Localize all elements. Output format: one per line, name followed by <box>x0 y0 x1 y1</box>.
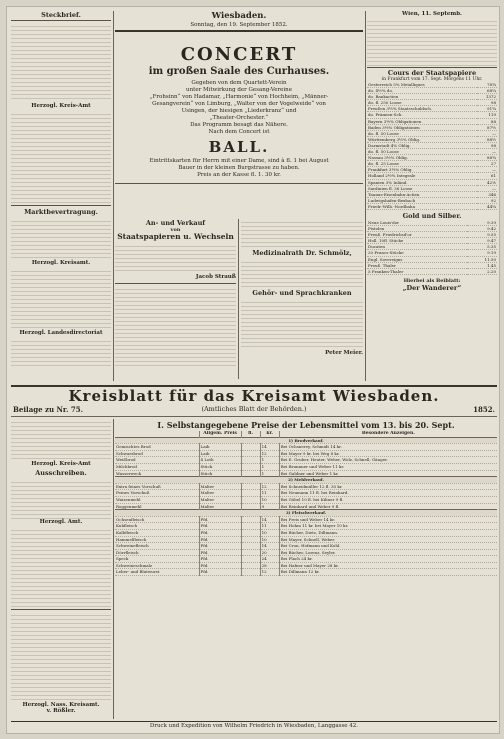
price-row-cell: Dörrfleisch <box>115 549 199 556</box>
price-row-cell: Bei Dillmann 12 kr. <box>279 569 497 576</box>
course-row-cell: do. Prämien-Sch. <box>367 112 477 118</box>
price-row <box>115 470 497 477</box>
price-row-cell: Milchbrod <box>115 463 199 470</box>
gold-row-cell: Ducaten <box>367 244 467 250</box>
concert-line: Usingen, der hiesigen „Liederkranz“ und <box>181 108 297 114</box>
course-row-cell: Frankfurt 3½% Oblig. <box>367 167 477 173</box>
course-row-cell: Holland 2½% Integrale <box>367 173 477 179</box>
price-row-cell: 12 <box>260 569 279 576</box>
price-row <box>115 483 497 490</box>
price-row-cell: Leber- und Blutwurst <box>115 569 199 576</box>
notice-body-text-2 <box>11 218 111 258</box>
price-row-cell: 12 <box>260 450 279 457</box>
notice-issuer: Herzogl. Kreis-Amt <box>31 461 91 467</box>
doctor-ad-specialty: Gehör- und Sprachkranken <box>252 289 352 297</box>
price-row-cell: Bei Brunnner und Weber 11 kr. <box>279 463 497 470</box>
price-row-cell: Bei Hafner und Mayer 28 kr. <box>279 562 497 569</box>
doctor-ad-intro <box>241 219 363 249</box>
exchange-ad-title: An- und Verkauf <box>145 219 206 227</box>
price-row-cell: Bei Freis und Weber 14 kr. <box>279 516 497 523</box>
notice-issuer-2: Herzogl. Amt. <box>39 519 83 525</box>
price-row <box>115 562 497 569</box>
price-row-cell: Weißbrod <box>115 457 199 464</box>
notice-body-text-3 <box>11 268 111 328</box>
supplement-name: „Der Wanderer“ <box>402 283 462 292</box>
price-row-cell: Malter <box>199 496 241 503</box>
col-head: Allgem. Preis <box>199 431 241 437</box>
price-row-cell <box>241 483 260 490</box>
gold-row-cell: Holl. 10fl. Stücke <box>367 238 467 244</box>
course-row-cell: Württemberg 3½% Oblig. <box>367 136 477 142</box>
gold-row-cell: Preuß. Thaler <box>367 262 467 268</box>
price-row <box>115 450 497 457</box>
course-row-cell: Nassau 3½% Oblig. <box>367 155 477 161</box>
course-row-cell: 87½ <box>477 124 497 130</box>
exchange-ad <box>115 219 236 381</box>
price-row-cell: Feines Vorschuß <box>115 490 199 497</box>
price-row-cell <box>241 470 260 477</box>
course-row-cell: 88¾ <box>477 155 497 161</box>
price-row-cell: Laib <box>199 444 241 451</box>
course-row-cell: 88 <box>477 118 497 124</box>
entry-line: Bauer in der kleinen Burgstrasse zu haben. <box>178 165 300 171</box>
price-row-cell: Pfd. <box>199 562 241 569</box>
price-row <box>115 516 497 523</box>
price-row-cell: Stück <box>199 463 241 470</box>
price-row-cell: Bei Hohm 11 kr. bei Mayer 10 kr. <box>279 523 497 530</box>
notice-text <box>11 419 111 461</box>
price-row-cell: Pfd. <box>199 556 241 563</box>
price-row-cell: 12 <box>260 483 279 490</box>
concert-subtitle: im großen Saale des Curhauses. <box>148 66 330 77</box>
notice-list-text <box>11 111 111 203</box>
section-heading: 3) Fleischverkauf. <box>115 510 497 517</box>
price-row <box>115 549 497 556</box>
price-row-cell: Bei Mayer, Schnell, Weber. <box>279 536 497 543</box>
course-row-cell: Sardinien fl. 36 Loose <box>367 185 477 191</box>
price-row-cell: 11 <box>260 523 279 530</box>
course-row-cell: 346 <box>477 191 497 197</box>
price-row-cell: Pfd. <box>199 549 241 556</box>
price-row-cell: Kalbfleisch <box>115 529 199 536</box>
notice-signature-name: v. Rößler. <box>46 708 76 714</box>
price-table-title: I. Selbstangegebene Preise der Lebensmittel vom 13. bis 20. Sept. <box>157 420 455 430</box>
price-row-cell: 4 Loth <box>199 457 241 464</box>
gold-row-cell: 9.39 <box>467 220 497 226</box>
price-row-cell <box>241 556 260 563</box>
price-row-cell: Roggenmehl <box>115 503 199 510</box>
gold-row-cell: 9.55 <box>467 232 497 238</box>
price-row-cell <box>241 529 260 536</box>
price-row-cell: 10 <box>260 536 279 543</box>
banner-year: 1852. <box>473 405 495 414</box>
concert-line: Nach dem Concert ist <box>208 129 270 135</box>
entry-line: Preis an der Kasse fl. 1. 30 kr. <box>197 172 281 178</box>
notice-signature: Herzogl. Nass. Kreisamt. <box>22 702 100 708</box>
masthead-date: Sonntag, den 19. September 1852. <box>190 22 288 28</box>
notice-heading-2: Marktbevertragung. <box>24 208 98 216</box>
course-row-cell: 98 <box>477 100 497 106</box>
entry-line: Eintrittskarten für Herrn mit einer Dame, sind à fl. 1 bei August <box>149 158 329 164</box>
concert-line: unter Mitwirkung der Gesang-Vereine <box>186 87 292 93</box>
gold-table <box>367 220 497 275</box>
course-row-cell: — <box>477 185 497 191</box>
price-row-cell: Extra feines Vorschuß <box>115 483 199 490</box>
doctor-ad-sign: Peter Meier. <box>325 350 363 356</box>
price-row-cell <box>241 569 260 576</box>
notice-issuer-3: Herzogl. Landesdirectoriat <box>19 330 103 336</box>
price-row-cell: Speck <box>115 556 199 563</box>
course-row-cell: 61 <box>477 173 497 179</box>
price-row-cell: Schweineschmalz <box>115 562 199 569</box>
kreisblatt-title: Kreisblatt für das Kreisamt Wiesbaden. <box>68 387 440 405</box>
gold-row-cell: Preuß. Friedrichsd'or <box>367 232 467 238</box>
notice-body-text <box>11 23 111 101</box>
course-title: Cours der Staatspapiere <box>387 69 477 77</box>
price-table <box>115 431 497 576</box>
price-row-cell: Wasserweck <box>115 470 199 477</box>
price-row-cell: Pfd. <box>199 543 241 550</box>
ball-title: BALL. <box>208 138 270 156</box>
price-row <box>115 569 497 576</box>
price-row <box>115 463 497 470</box>
price-row <box>115 529 497 536</box>
course-row-cell: 44¼ <box>477 203 497 209</box>
course-row-cell: — <box>477 167 497 173</box>
price-row <box>115 556 497 563</box>
price-row-cell: Bei Bücher, Lorenz, Seyler. <box>279 549 497 556</box>
price-row-cell: Gemischtes Brod <box>115 444 199 451</box>
concert-line: Gesangverein“ von Limburg, „Walter von der Vogelweide“ von <box>152 101 326 107</box>
price-row-cell <box>241 496 260 503</box>
price-row-cell <box>241 463 260 470</box>
course-table <box>367 82 497 210</box>
gold-row-cell: 9.47 <box>467 238 497 244</box>
course-row-cell: — <box>477 130 497 136</box>
course-row-cell: Taunus-Eisenbahn-Actien <box>367 191 477 197</box>
course-row-cell: Darmstadt 4% Oblig. <box>367 142 477 148</box>
price-row-cell: Pfd. <box>199 516 241 523</box>
price-row-cell: Bei Cron, Hofmann und Kohl. <box>279 543 497 550</box>
exchange-ad-headline: Staatspapieren u. Wechseln <box>117 232 234 241</box>
printer-footer: Druck und Expedition von Wilhelm Friedrich in Wiesbaden, Langgasse 42. <box>11 721 497 731</box>
supplement-label: Hierbei als Beiblatt: <box>403 277 461 284</box>
course-row-cell: do. fl. 50 Loose <box>367 149 477 155</box>
concert-title: CONCERT <box>180 44 298 65</box>
course-row-cell: do. Bankactien <box>367 94 477 100</box>
course-row-cell: 119 <box>477 112 497 118</box>
price-row <box>115 536 497 543</box>
price-row-cell: Stück <box>199 470 241 477</box>
price-row-cell <box>241 444 260 451</box>
price-row <box>115 457 497 464</box>
doctor-ad-title: Medizinalrath Dr. Schmölz, <box>252 249 352 257</box>
course-row-cell: Preußen 3½% Staatsschuldsch. <box>367 106 477 112</box>
doctor-ad-text-2 <box>241 299 363 349</box>
course-row-cell: 92 <box>477 197 497 203</box>
price-row-cell <box>241 549 260 556</box>
gold-row-cell: 9.42 <box>467 226 497 232</box>
sub-column-divider <box>238 219 239 379</box>
price-row-cell: Bei Neumann 11 fl. bei Reinhard. <box>279 490 497 497</box>
section-row <box>115 477 497 484</box>
course-row-cell: Oesterreich 5% Metalliques <box>367 82 477 88</box>
price-row-cell: Pfd. <box>199 529 241 536</box>
price-row-cell: 10 <box>260 529 279 536</box>
gold-row-cell: 11.50 <box>467 256 497 262</box>
notice-heading: Steckbrief. <box>41 11 81 19</box>
price-row-cell: Bei Ochsnerey, Schmidt 14 kr. <box>279 444 497 451</box>
stock-column <box>367 11 497 381</box>
price-row-cell <box>241 450 260 457</box>
price-row-cell: Malter <box>199 503 241 510</box>
price-row-cell: 10 <box>260 496 279 503</box>
price-row-cell: Pfd. <box>199 536 241 543</box>
exchange-ad-name: Jacob Strauß <box>195 274 236 280</box>
price-row-cell <box>241 490 260 497</box>
gold-row-cell: Pistolen <box>367 226 467 232</box>
gold-row-cell: 9.19 <box>467 250 497 256</box>
price-row-cell: 14 <box>260 444 279 451</box>
concert-line: Das Programm besagt das Nähere. <box>190 122 288 128</box>
price-row-cell: 1 <box>260 463 279 470</box>
banner-rule <box>11 416 497 417</box>
notice-list <box>11 527 111 607</box>
price-row <box>115 523 497 530</box>
concert-line: „Theater-Orchester.“ <box>209 115 269 121</box>
price-row-cell: Bei Guldner und Weber 1 kr. <box>279 470 497 477</box>
price-row-cell: 1 <box>260 470 279 477</box>
price-row-cell: Schweinefleisch <box>115 543 199 550</box>
price-row-cell: Ochsenfleisch <box>115 516 199 523</box>
course-row-cell: do. fl. 250 Loose <box>367 100 477 106</box>
section-heading: 2) Mehlverkauf. <box>115 477 497 484</box>
gold-title: Gold und Silber. <box>402 211 462 220</box>
price-row-cell: Waizenmehl <box>115 496 199 503</box>
newspaper-page <box>6 6 500 734</box>
course-row-cell: 27 <box>477 161 497 167</box>
price-row-cell: 24 <box>260 556 279 563</box>
course-row-cell: Spanien 3% Inländ. <box>367 179 477 185</box>
price-row-cell <box>241 562 260 569</box>
price-row-cell: Kuhfleisch <box>115 523 199 530</box>
kreisblatt-banner <box>11 385 497 415</box>
course-row <box>367 203 497 209</box>
column-divider <box>365 11 366 381</box>
supplement-number: Beilage zu Nr. 75. <box>13 405 84 414</box>
price-row-cell: Bei Schneidmüller 12 fl. 30 kr. <box>279 483 497 490</box>
concert-line: „Frohsinn“ von Hadamar, „Harmonie“ von Hochheim, „Männer- <box>149 94 329 100</box>
col-head: fl. <box>241 431 260 437</box>
gold-row <box>367 268 497 274</box>
price-row-cell: Laib <box>199 450 241 457</box>
price-row-cell: Schwarzbrod <box>115 450 199 457</box>
price-row-cell: 14 <box>260 543 279 550</box>
section-heading: 1) Brodverkauf. <box>115 437 497 444</box>
price-row-cell: Bei Reinhard und Weber 9 fl. <box>279 503 497 510</box>
price-row-cell: Hammelfleisch <box>115 536 199 543</box>
price-row-cell: Pfd. <box>199 569 241 576</box>
notice-text <box>11 612 111 702</box>
price-row-cell: 11 <box>260 490 279 497</box>
gold-row-cell: Neue Louis'dor <box>367 220 467 226</box>
course-row-cell: 98 <box>477 142 497 148</box>
column-divider <box>113 419 114 719</box>
course-row-cell: 88½ <box>477 136 497 142</box>
course-row-cell: Friedr.-Wilh.-Nordbahn <box>367 203 477 209</box>
lower-notices-column <box>11 419 111 719</box>
column-divider <box>113 11 114 381</box>
course-row-cell: 78¾ <box>477 82 497 88</box>
price-row-cell <box>241 536 260 543</box>
course-row-cell: Ludwigshafen-Bexbach <box>367 197 477 203</box>
exchange-ad-sub: von <box>170 227 181 233</box>
notice-text <box>115 286 236 366</box>
course-row-cell: — <box>477 149 497 155</box>
center-column <box>115 11 363 381</box>
course-row-cell: do. 4½% do. <box>367 88 477 94</box>
price-row <box>115 444 497 451</box>
col-head: kr. <box>260 431 279 437</box>
price-row-cell: 9 <box>260 503 279 510</box>
price-row-cell <box>241 543 260 550</box>
notice-issuer-2: Herzogl. Kreisamt. <box>31 260 91 266</box>
course-row-cell: Bayern 3½% Obligationen <box>367 118 477 124</box>
price-row-cell: Bei E. Gruber, Heuter, Weber, Wolz, Schnell, Gänger. <box>279 457 497 464</box>
section-row <box>115 437 497 444</box>
notice-text <box>11 479 111 519</box>
gold-row-cell: 5 Franken-Thaler <box>367 268 467 274</box>
price-row <box>115 490 497 497</box>
price-row-cell: 1 <box>260 457 279 464</box>
course-row-cell: Baden 3½% Obligationen <box>367 124 477 130</box>
exchange-ad-text <box>115 243 236 273</box>
course-row-cell: 91¾ <box>477 106 497 112</box>
price-row-cell: Malter <box>199 483 241 490</box>
course-row-cell: do. fl. 50 Loose <box>367 130 477 136</box>
left-notices-column <box>11 11 111 381</box>
notice-body-text-4 <box>11 338 111 368</box>
course-row-cell: 1372 <box>477 94 497 100</box>
price-row-cell: Bei Göbel 10 fl. bei Kiliner 9 fl. <box>279 496 497 503</box>
price-row-cell: Malter <box>199 490 241 497</box>
price-row-cell: 20 <box>260 549 279 556</box>
price-row-cell <box>241 503 260 510</box>
gold-row-cell: 5.35 <box>467 244 497 250</box>
price-row-cell: Pfd. <box>199 523 241 530</box>
price-row-cell: 14 <box>260 516 279 523</box>
price-row <box>115 543 497 550</box>
gold-row-cell: Engl. Sovereigns <box>367 256 467 262</box>
notice-issuer: Herzogl. Kreis-Amt <box>31 103 91 109</box>
price-row <box>115 503 497 510</box>
price-row-cell <box>241 457 260 464</box>
rate-header: Wien, 11. Septemb. <box>402 11 462 17</box>
course-row-cell: 68¼ <box>477 88 497 94</box>
course-subtitle: in Frankfurt vom 17. Sept. Morgens 11 Uhr. <box>381 77 483 82</box>
doctor-ad <box>241 219 363 381</box>
kreisblatt-subtitle: (Amtliches Blatt der Behörden.) <box>201 405 307 413</box>
rate-text <box>367 18 497 66</box>
gold-row-cell: 20 Francs-Stücke <box>367 250 467 256</box>
concert-line: Gegeben von dem Quartett-Verein <box>191 80 287 86</box>
gold-row-cell: 1.45 <box>467 262 497 268</box>
course-row-cell: 42⅝ <box>477 179 497 185</box>
section-row <box>115 510 497 517</box>
price-row-cell: Bei Mayer 9 kr. bei Weg 8 kr. <box>279 450 497 457</box>
price-row-cell: Bei Flach 24 kr. <box>279 556 497 563</box>
doctor-ad-text <box>241 259 363 289</box>
gold-row-cell: 2.20 <box>467 268 497 274</box>
col-head: Besondere Anzeigen. <box>279 431 497 437</box>
price-row-cell: Bei Bücher, Dietz, Dillmann. <box>279 529 497 536</box>
course-row-cell: do. fl. 25 Loose <box>367 161 477 167</box>
price-row-cell <box>241 516 260 523</box>
price-row-cell <box>241 523 260 530</box>
price-row <box>115 496 497 503</box>
notice-heading: Ausschreiben. <box>35 469 87 477</box>
price-table-section <box>115 419 497 719</box>
masthead-title: Wiesbaden. <box>211 11 267 21</box>
price-row-cell: 28 <box>260 562 279 569</box>
